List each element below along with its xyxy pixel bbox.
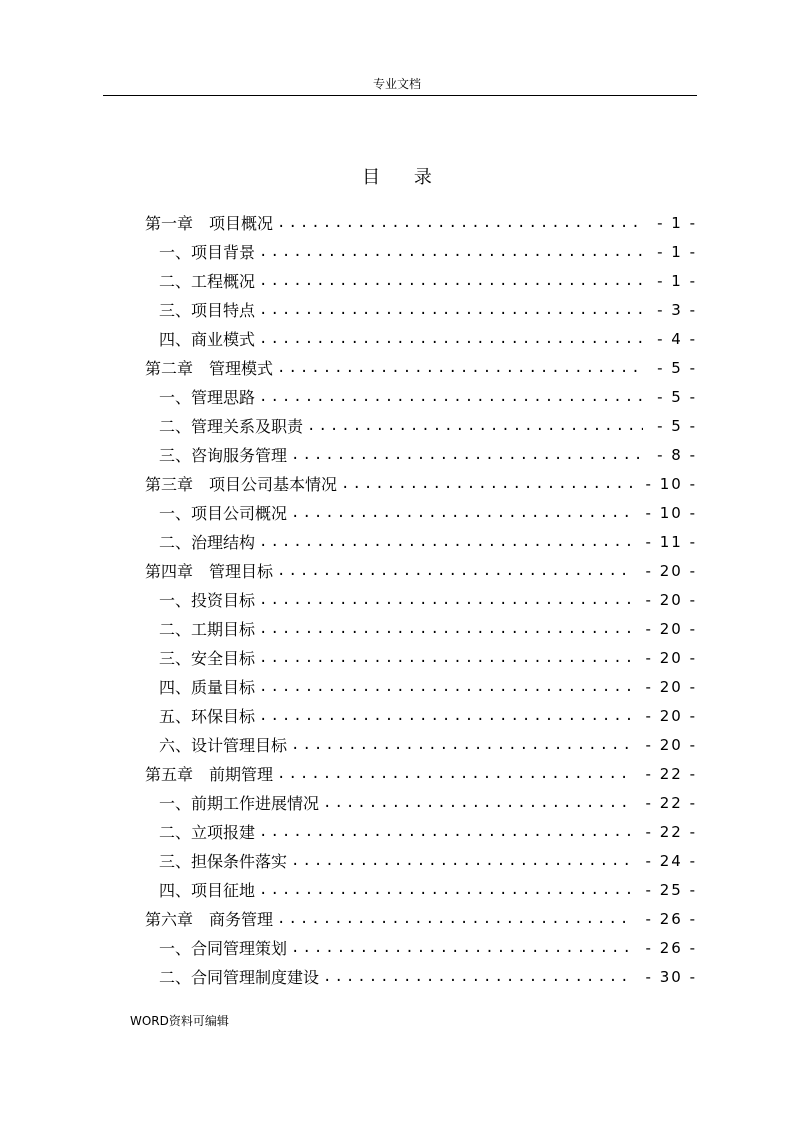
toc-page-number: - 4 - — [657, 329, 697, 348]
toc-section-entry[interactable] — [145, 411, 697, 440]
toc-section-entry[interactable] — [145, 237, 697, 266]
toc-entry-label: 一、合同管理策划 — [159, 939, 288, 958]
toc-section-entry[interactable] — [145, 585, 697, 614]
toc-entry-label: 第五章 前期管理 — [145, 765, 274, 784]
toc-entry-label: 第一章 项目概况 — [145, 214, 274, 233]
toc-page-number: - 20 - — [645, 706, 697, 725]
toc-page-number: - 30 - — [645, 967, 697, 986]
toc-section-entry[interactable] — [145, 266, 697, 295]
toc-section-entry[interactable] — [145, 440, 697, 469]
toc-leader-dots — [259, 244, 643, 260]
toc-entry-label: 二、管理关系及职责 — [159, 417, 304, 436]
toc-leader-dots — [259, 302, 643, 318]
toc-page-number: - 20 - — [645, 648, 697, 667]
toc-entry-label: 二、立项报建 — [159, 823, 256, 842]
toc-entry-label: 六、设计管理目标 — [159, 736, 288, 755]
toc-page-number: - 26 - — [645, 909, 697, 928]
toc-entry-label: 三、咨询服务管理 — [159, 446, 288, 465]
toc-page-number: - 22 - — [645, 793, 697, 812]
toc-page-number: - 1 - — [657, 242, 697, 261]
toc-entry-label: 五、环保目标 — [159, 707, 256, 726]
toc-page-number: - 5 - — [657, 358, 697, 377]
toc-entry-label: 二、工程概况 — [159, 272, 256, 291]
toc-section-entry[interactable] — [145, 324, 697, 353]
toc-section-entry[interactable] — [145, 382, 697, 411]
toc-section-entry[interactable] — [145, 933, 697, 962]
toc-page-number: - 10 - — [645, 503, 697, 522]
toc-entry-label: 第二章 管理模式 — [145, 359, 274, 378]
toc-leader-dots — [259, 389, 643, 405]
toc-chapter-entry[interactable] — [145, 904, 697, 933]
toc-entry-label: 三、担保条件落实 — [159, 852, 288, 871]
toc-entry-label: 一、管理思路 — [159, 388, 256, 407]
toc-leader-dots — [277, 360, 643, 376]
toc-section-entry[interactable] — [145, 527, 697, 556]
toc-leader-dots — [259, 592, 632, 608]
toc-entry-label: 三、项目特点 — [159, 301, 256, 320]
toc-page-number: - 5 - — [657, 387, 697, 406]
toc-leader-dots — [277, 215, 643, 231]
toc-leader-dots — [277, 563, 632, 579]
toc-chapter-entry[interactable] — [145, 353, 697, 382]
toc-section-entry[interactable] — [145, 730, 697, 759]
toc-page-number: - 1 - — [657, 271, 697, 290]
toc-page-number: - 5 - — [657, 416, 697, 435]
toc-leader-dots — [259, 882, 632, 898]
toc-leader-dots — [259, 534, 632, 550]
toc-entry-label: 二、工期目标 — [159, 620, 256, 639]
toc-entry-label: 一、项目背景 — [159, 243, 256, 262]
toc-section-entry[interactable] — [145, 962, 697, 991]
toc-page-number: - 1 - — [657, 213, 697, 232]
toc-leader-dots — [307, 418, 643, 434]
toc-title: 目 录 — [362, 167, 446, 188]
toc-leader-dots — [291, 505, 632, 521]
toc-page-number: - 20 - — [645, 619, 697, 638]
toc-leader-dots — [291, 940, 632, 956]
toc-entry-label: 一、前期工作进展情况 — [159, 794, 320, 813]
toc-section-entry[interactable] — [145, 817, 697, 846]
toc-section-entry[interactable] — [145, 788, 697, 817]
toc-section-entry[interactable] — [145, 875, 697, 904]
toc-leader-dots — [259, 708, 632, 724]
header-divider — [103, 95, 697, 96]
toc-entry-label: 一、投资目标 — [159, 591, 256, 610]
toc-section-entry[interactable] — [145, 701, 697, 730]
toc-leader-dots — [259, 824, 632, 840]
toc-entry-label: 第六章 商务管理 — [145, 910, 274, 929]
toc-entry-label: 一、项目公司概况 — [159, 504, 288, 523]
toc-section-entry[interactable] — [145, 672, 697, 701]
toc-section-entry[interactable] — [145, 614, 697, 643]
toc-entry-label: 第四章 管理目标 — [145, 562, 274, 581]
toc-leader-dots — [291, 737, 632, 753]
toc-leader-dots — [277, 766, 632, 782]
toc-chapter-entry[interactable] — [145, 208, 697, 237]
table-of-contents — [145, 208, 697, 991]
toc-page-number: - 22 - — [645, 822, 697, 841]
toc-page-number: - 26 - — [645, 938, 697, 957]
toc-leader-dots — [323, 795, 632, 811]
toc-chapter-entry[interactable] — [145, 556, 697, 585]
toc-page-number: - 11 - — [645, 532, 697, 551]
toc-page-number: - 8 - — [657, 445, 697, 464]
toc-page-number: - 20 - — [645, 735, 697, 754]
page-header: 专业文档 — [372, 77, 421, 91]
toc-page-number: - 20 - — [645, 677, 697, 696]
toc-leader-dots — [277, 911, 632, 927]
toc-leader-dots — [259, 650, 632, 666]
toc-page-number: - 20 - — [645, 561, 697, 580]
toc-entry-label: 二、合同管理制度建设 — [159, 968, 320, 987]
toc-leader-dots — [259, 621, 632, 637]
page-footer: WORD资料可编辑 — [130, 1014, 229, 1028]
toc-chapter-entry[interactable] — [145, 469, 697, 498]
toc-page-number: - 20 - — [645, 590, 697, 609]
toc-leader-dots — [259, 331, 643, 347]
toc-leader-dots — [259, 679, 632, 695]
toc-section-entry[interactable] — [145, 846, 697, 875]
toc-leader-dots — [259, 273, 643, 289]
toc-entry-label: 二、治理结构 — [159, 533, 256, 552]
toc-section-entry[interactable] — [145, 295, 697, 324]
toc-page-number: - 10 - — [645, 474, 697, 493]
toc-page-number: - 22 - — [645, 764, 697, 783]
toc-entry-label: 四、项目征地 — [159, 881, 256, 900]
toc-page-number: - 24 - — [645, 851, 697, 870]
toc-leader-dots — [341, 476, 632, 492]
toc-entry-label: 四、商业模式 — [159, 330, 256, 349]
toc-chapter-entry[interactable] — [145, 759, 697, 788]
toc-page-number: - 25 - — [645, 880, 697, 899]
toc-entry-label: 四、质量目标 — [159, 678, 256, 697]
toc-leader-dots — [291, 447, 643, 463]
toc-entry-label: 第三章 项目公司基本情况 — [145, 475, 338, 494]
toc-page-number: - 3 - — [657, 300, 697, 319]
toc-entry-label: 三、安全目标 — [159, 649, 256, 668]
toc-leader-dots — [291, 853, 632, 869]
toc-leader-dots — [323, 969, 632, 985]
toc-section-entry[interactable] — [145, 643, 697, 672]
toc-section-entry[interactable] — [145, 498, 697, 527]
